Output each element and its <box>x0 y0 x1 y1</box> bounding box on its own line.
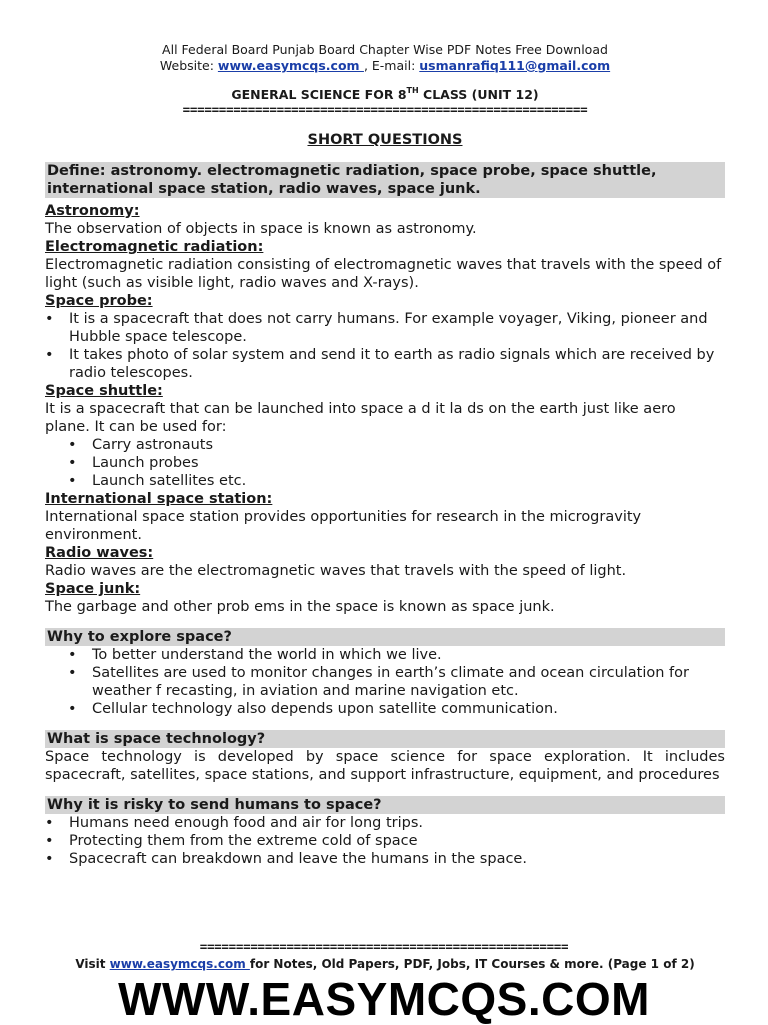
list-item: • Satellites are used to monitor changes in earth’s climate and ocean circulation for weather f recasting, in aviation and marine navigation etc. <box>68 665 689 699</box>
footer-visit <box>45 956 725 972</box>
email-link[interactable]: usmanrafiq111@gmail.com <box>419 58 611 73</box>
explore-question: Why to explore space? <box>45 628 725 646</box>
space-shuttle-definition: It is a spacecraft that can be launched into space a d it la ds on the earth just like aero plane. It can be used for: <box>45 401 676 435</box>
term-space-junk: Space junk: <box>45 581 141 597</box>
space-probe-list <box>45 310 725 382</box>
list-item: • To better understand the world in which we live. <box>68 647 442 663</box>
iss-definition: International space station provides opportunities for research in the microgravity environment. <box>45 509 642 543</box>
bullet-icon: • <box>45 851 54 867</box>
bullet-icon: • <box>45 815 54 831</box>
header-line: All Federal Board Punjab Board Chapter Wise PDF Notes Free Download <box>162 42 608 57</box>
bullet-icon: • <box>45 347 54 363</box>
space-junk-definition: The garbage and other prob ems in the space is known as space junk. <box>45 599 555 615</box>
list-item: • It is a spacecraft that does not carry humans. For example voyager, Viking, pioneer and Hubble space telescope. <box>45 311 708 345</box>
bullet-icon: • <box>68 455 77 471</box>
course-prefix: GENERAL SCIENCE FOR 8 <box>231 87 407 102</box>
course-suffix: CLASS (UNIT 12) <box>418 87 539 102</box>
list-item: • It takes photo of solar system and send it to earth as radio signals which are received by radio telescopes. <box>45 347 715 381</box>
header-separator: ======================================================== <box>182 103 588 116</box>
website-link[interactable]: www.easymcqs.com <box>217 58 364 73</box>
document-page <box>45 42 725 868</box>
list-item: • Launch satellites etc. <box>68 473 247 489</box>
term-radio-waves: Radio waves: <box>45 545 154 561</box>
term-astronomy: Astronomy: <box>45 203 140 219</box>
astronomy-definition: The observation of objects in space is known as astronomy. <box>45 221 477 237</box>
list-item: • Protecting them from the extreme cold of space <box>45 833 418 849</box>
define-question-line-1: Define: astronomy. electromagnetic radiation, space probe, space shuttle, <box>45 162 725 180</box>
course-title <box>45 83 725 103</box>
explore-list <box>45 646 725 718</box>
em-radiation-definition: Electromagnetic radiation consisting of electromagnetic waves that travels with the speed of light (such as visible light, radio waves and X-rays). <box>45 257 722 291</box>
bullet-icon: • <box>68 437 77 453</box>
term-em-radiation: Electromagnetic radiation: <box>45 239 264 255</box>
list-item: • Carry astronauts <box>68 437 214 453</box>
bullet-icon: • <box>68 701 77 717</box>
define-question-line-2: international space station, radio waves, space junk. <box>45 180 725 198</box>
bullet-icon: • <box>45 311 54 327</box>
list-item: • Cellular technology also depends upon satellite communication. <box>68 701 558 717</box>
list-item: • Humans need enough food and air for long trips. <box>45 815 424 831</box>
term-space-shuttle: Space shuttle: <box>45 383 163 399</box>
list-item: • Spacecraft can breakdown and leave the humans in the space. <box>45 851 527 867</box>
space-shuttle-uses-list <box>45 436 725 490</box>
footer-visit-prefix: Visit <box>75 957 110 971</box>
footer-separator: =================================================== <box>199 940 569 953</box>
course-sup: TH <box>406 86 419 95</box>
footer-website-link[interactable]: www.easymcqs.com <box>109 957 250 971</box>
term-iss: International space station: <box>45 491 273 507</box>
bullet-icon: • <box>68 665 77 681</box>
risky-question: Why it is risky to send humans to space? <box>45 796 725 814</box>
email-label: , E-mail: <box>363 58 420 73</box>
radio-waves-definition: Radio waves are the electromagnetic waves that travels with the speed of light. <box>45 563 627 579</box>
page-title: SHORT QUESTIONS <box>307 132 463 148</box>
footer-visit-suffix: for Notes, Old Papers, PDF, Jobs, IT Courses & more. (Page 1 of 2) <box>249 957 695 971</box>
bullet-icon: • <box>45 833 54 849</box>
term-space-probe: Space probe: <box>45 293 153 309</box>
technology-answer: Space technology is developed by space science for space exploration. It includes spacecraft, satellites, space stations, and support infrastructure, equipment, and procedures <box>45 749 725 783</box>
technology-question: What is space technology? <box>45 730 725 748</box>
risky-list <box>45 814 725 868</box>
define-question <box>45 162 725 198</box>
brand-watermark: WWW.EASYMCQS.COM <box>118 973 650 1025</box>
bullet-icon: • <box>68 473 77 489</box>
website-label: Website: <box>159 58 218 73</box>
header-contact <box>45 58 725 74</box>
bullet-icon: • <box>68 647 77 663</box>
list-item: • Launch probes <box>68 455 199 471</box>
